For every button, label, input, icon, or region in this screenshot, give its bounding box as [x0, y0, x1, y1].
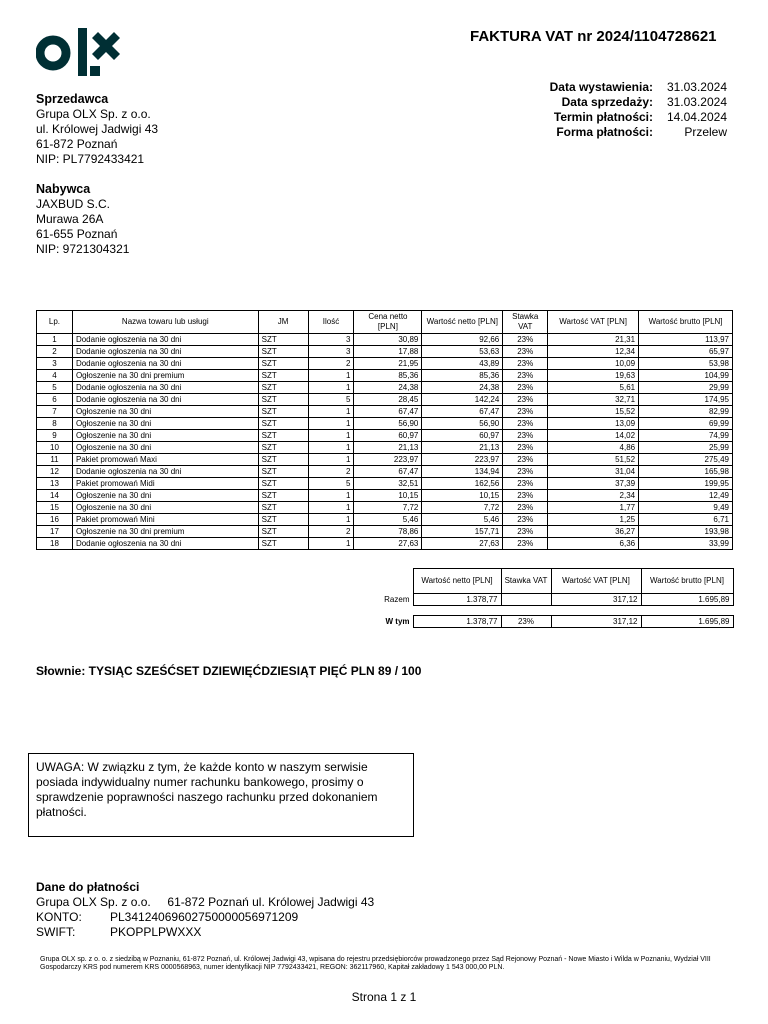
table-cell: 27,63	[422, 538, 503, 550]
table-cell: SZT	[258, 502, 308, 514]
items-header-cell: Ilość	[308, 311, 354, 334]
items-table	[36, 310, 733, 550]
table-cell: 17,88	[354, 346, 422, 358]
warning-note: UWAGA: W związku z tym, że każde konto w naszym serwisie posiada indywidualny numer rachunku bankowego, prosimy o sprawdzenie poprawności naszego rachunku przed dokonaniem płatności.	[28, 753, 414, 837]
swift-label: SWIFT:	[36, 925, 76, 939]
items-header-cell: Wartość netto [PLN]	[422, 311, 503, 334]
items-header-row	[37, 311, 733, 334]
table-cell: 2	[308, 526, 354, 538]
table-cell: Ogłoszenie na 30 dni	[72, 442, 258, 454]
buyer-name: JAXBUD S.C.	[36, 197, 111, 211]
invoice-dates	[520, 80, 727, 140]
table-row	[37, 334, 733, 346]
payment-method-label: Forma płatności:	[556, 125, 653, 139]
table-cell: 10,09	[548, 358, 639, 370]
table-cell: Dodanie ogłoszenia na 30 dni	[72, 382, 258, 394]
table-cell: 17	[37, 526, 73, 538]
table-row	[37, 454, 733, 466]
table-cell: Dodanie ogłoszenia na 30 dni	[72, 466, 258, 478]
seller-nip: NIP: PL7792433421	[36, 152, 145, 166]
seller-city: 61-872 Poznań	[36, 137, 118, 151]
wtym-rate: 23%	[501, 616, 551, 628]
buyer-street: Murawa 26A	[36, 212, 104, 226]
table-cell: 1	[308, 382, 354, 394]
buyer-block	[36, 182, 129, 257]
table-cell: 3	[308, 346, 354, 358]
table-cell: 43,89	[422, 358, 503, 370]
table-cell: Pakiet promowań Maxi	[72, 454, 258, 466]
table-row	[37, 490, 733, 502]
table-cell: 56,90	[354, 418, 422, 430]
table-cell: 30,89	[354, 334, 422, 346]
table-cell: 113,97	[639, 334, 733, 346]
table-cell: 53,63	[422, 346, 503, 358]
table-cell: 1	[308, 502, 354, 514]
table-row	[37, 502, 733, 514]
table-cell: 7,72	[354, 502, 422, 514]
table-cell: 10,15	[422, 490, 503, 502]
items-header-cell: Wartość VAT [PLN]	[548, 311, 639, 334]
table-cell: Ogłoszenie na 30 dni	[72, 406, 258, 418]
table-cell: 1	[37, 334, 73, 346]
table-cell: 23%	[503, 430, 548, 442]
table-cell: 21,95	[354, 358, 422, 370]
table-cell: 1,25	[548, 514, 639, 526]
table-cell: 21,13	[354, 442, 422, 454]
razem-gross: 1.695,89	[641, 594, 733, 606]
table-cell: 23%	[503, 346, 548, 358]
table-cell: 85,36	[422, 370, 503, 382]
summary-table	[365, 568, 734, 628]
table-row	[37, 346, 733, 358]
table-cell: SZT	[258, 370, 308, 382]
table-cell: SZT	[258, 454, 308, 466]
table-cell: 12,49	[639, 490, 733, 502]
table-cell: Dodanie ogłoszenia na 30 dni	[72, 346, 258, 358]
seller-street: ul. Królowej Jadwigi 43	[36, 122, 159, 136]
table-cell: 1	[308, 490, 354, 502]
table-cell: 53,98	[639, 358, 733, 370]
table-cell: 25,99	[639, 442, 733, 454]
table-cell: 3	[37, 358, 73, 370]
table-row	[37, 442, 733, 454]
due-date-label: Termin płatności:	[553, 110, 653, 124]
table-cell: 13,09	[548, 418, 639, 430]
table-cell: 60,97	[422, 430, 503, 442]
table-cell: 23%	[503, 490, 548, 502]
table-row	[37, 478, 733, 490]
table-cell: 69,99	[639, 418, 733, 430]
table-cell: 1	[308, 418, 354, 430]
table-cell: 67,47	[354, 466, 422, 478]
table-cell: 5	[37, 382, 73, 394]
table-cell: 14	[37, 490, 73, 502]
table-cell: 82,99	[639, 406, 733, 418]
table-cell: 9	[37, 430, 73, 442]
table-cell: 51,52	[548, 454, 639, 466]
issue-date-value: 31.03.2024	[666, 80, 727, 94]
table-cell: 23%	[503, 370, 548, 382]
summary-header-vat: Wartość VAT [PLN]	[551, 569, 641, 594]
table-row	[37, 430, 733, 442]
buyer-heading: Nabywca	[36, 182, 91, 196]
buyer-nip: NIP: 9721304321	[36, 242, 130, 256]
table-cell: 10,15	[354, 490, 422, 502]
razem-rate	[501, 594, 551, 606]
items-header-cell: Cena netto [PLN]	[354, 311, 422, 334]
table-cell: 74,99	[639, 430, 733, 442]
table-cell: Pakiet promowań Midi	[72, 478, 258, 490]
due-date-value: 14.04.2024	[666, 110, 727, 124]
table-cell: 67,47	[422, 406, 503, 418]
payment-recipient: Grupa OLX Sp. z o.o. 61-872 Poznań ul. Królowej Jadwigi 43	[36, 895, 375, 909]
items-header-cell: Nazwa towaru lub usługi	[72, 311, 258, 334]
table-cell: SZT	[258, 478, 308, 490]
items-body	[37, 334, 733, 550]
table-cell: Ogłoszenie na 30 dni premium	[72, 526, 258, 538]
table-cell: 157,71	[422, 526, 503, 538]
table-cell: 31,04	[548, 466, 639, 478]
buyer-city: 61-655 Poznań	[36, 227, 118, 241]
table-row	[37, 418, 733, 430]
table-row	[37, 394, 733, 406]
items-header-cell: Wartość brutto [PLN]	[639, 311, 733, 334]
table-cell: SZT	[258, 490, 308, 502]
table-cell: SZT	[258, 466, 308, 478]
table-cell: 5,46	[422, 514, 503, 526]
table-cell: Dodanie ogłoszenia na 30 dni	[72, 394, 258, 406]
razem-net: 1.378,77	[413, 594, 501, 606]
swift-code: PKOPPLPWXXX	[110, 925, 202, 939]
table-cell: Dodanie ogłoszenia na 30 dni	[72, 334, 258, 346]
table-cell: 6,36	[548, 538, 639, 550]
table-cell: 7,72	[422, 502, 503, 514]
table-cell: 23%	[503, 502, 548, 514]
table-cell: SZT	[258, 538, 308, 550]
sale-date-value: 31.03.2024	[666, 95, 727, 109]
table-cell: 37,39	[548, 478, 639, 490]
table-cell: 23%	[503, 394, 548, 406]
table-cell: 193,98	[639, 526, 733, 538]
table-cell: 33,99	[639, 538, 733, 550]
table-cell: 14,02	[548, 430, 639, 442]
table-cell: 85,36	[354, 370, 422, 382]
table-cell: 16	[37, 514, 73, 526]
table-cell: SZT	[258, 394, 308, 406]
wtym-label: W tym	[385, 617, 410, 626]
table-cell: 18	[37, 538, 73, 550]
table-cell: 23%	[503, 406, 548, 418]
table-cell: 1	[308, 454, 354, 466]
table-cell: Ogłoszenie na 30 dni	[72, 430, 258, 442]
table-cell: 92,66	[422, 334, 503, 346]
table-cell: 199,95	[639, 478, 733, 490]
razem-label: Razem	[384, 595, 410, 604]
table-cell: 9,49	[639, 502, 733, 514]
summary-header-net: Wartość netto [PLN]	[413, 569, 501, 594]
table-cell: 8	[37, 418, 73, 430]
table-row	[37, 526, 733, 538]
invoice-title: FAKTURA VAT nr 2024/1104728621	[470, 28, 717, 45]
table-cell: 23%	[503, 418, 548, 430]
table-cell: Ogłoszenie na 30 dni	[72, 490, 258, 502]
table-cell: Ogłoszenie na 30 dni	[72, 418, 258, 430]
table-cell: 23%	[503, 466, 548, 478]
table-cell: 1	[308, 430, 354, 442]
table-cell: 6,71	[639, 514, 733, 526]
page-number: Strona 1 z 1	[351, 990, 417, 1004]
table-row	[37, 466, 733, 478]
table-cell: 24,38	[354, 382, 422, 394]
table-cell: 60,97	[354, 430, 422, 442]
wtym-gross: 1.695,89	[641, 616, 733, 628]
table-row	[37, 358, 733, 370]
table-cell: Dodanie ogłoszenia na 30 dni	[72, 538, 258, 550]
konto-label: KONTO:	[36, 910, 82, 924]
table-cell: 142,24	[422, 394, 503, 406]
table-cell: 2,34	[548, 490, 639, 502]
table-row	[37, 514, 733, 526]
table-cell: 223,97	[422, 454, 503, 466]
items-header-cell: Lp.	[37, 311, 73, 334]
seller-heading: Sprzedawca	[36, 92, 109, 106]
table-cell: 23%	[503, 334, 548, 346]
table-cell: 2	[308, 358, 354, 370]
seller-name: Grupa OLX Sp. z o.o.	[36, 107, 151, 121]
summary-header-gross: Wartość brutto [PLN]	[641, 569, 733, 594]
table-cell: 28,45	[354, 394, 422, 406]
table-cell: 65,97	[639, 346, 733, 358]
amount-in-words: Słownie: TYSIĄC SZEŚĆSET DZIEWIĘĆDZIESIĄT PIĘĆ PLN 89 / 100	[36, 664, 422, 678]
table-cell: 1	[308, 370, 354, 382]
table-cell: 13	[37, 478, 73, 490]
sale-date-label: Data sprzedaży:	[561, 95, 653, 109]
olx-logo	[36, 28, 132, 76]
table-cell: 15,52	[548, 406, 639, 418]
table-cell: 165,98	[639, 466, 733, 478]
table-cell: 7	[37, 406, 73, 418]
account-number: PL34124069602750000056971209	[110, 910, 299, 924]
table-cell: 1,77	[548, 502, 639, 514]
table-cell: 23%	[503, 538, 548, 550]
table-cell: 1	[308, 442, 354, 454]
table-row	[37, 538, 733, 550]
table-cell: 5	[308, 478, 354, 490]
table-cell: 104,99	[639, 370, 733, 382]
table-cell: 23%	[503, 442, 548, 454]
table-cell: 21,31	[548, 334, 639, 346]
table-cell: 6	[37, 394, 73, 406]
table-cell: 2	[308, 466, 354, 478]
razem-vat: 317,12	[551, 594, 641, 606]
table-cell: 174,95	[639, 394, 733, 406]
table-cell: 2	[37, 346, 73, 358]
table-cell: SZT	[258, 358, 308, 370]
table-cell: 23%	[503, 478, 548, 490]
table-cell: 21,13	[422, 442, 503, 454]
table-cell: 4	[37, 370, 73, 382]
table-cell: SZT	[258, 442, 308, 454]
table-cell: 11	[37, 454, 73, 466]
wtym-vat: 317,12	[551, 616, 641, 628]
table-cell: SZT	[258, 334, 308, 346]
table-cell: SZT	[258, 382, 308, 394]
table-cell: 27,63	[354, 538, 422, 550]
table-cell: SZT	[258, 406, 308, 418]
table-cell: 12,34	[548, 346, 639, 358]
table-cell: 12	[37, 466, 73, 478]
table-row	[37, 370, 733, 382]
payment-details	[36, 880, 374, 940]
wtym-net: 1.378,77	[413, 616, 501, 628]
table-cell: 32,71	[548, 394, 639, 406]
table-cell: 19,63	[548, 370, 639, 382]
payment-method-value: Przelew	[684, 125, 727, 139]
table-cell: 36,27	[548, 526, 639, 538]
table-cell: SZT	[258, 418, 308, 430]
table-cell: Ogłoszenie na 30 dni	[72, 502, 258, 514]
items-header-cell: JM	[258, 311, 308, 334]
table-cell: 32,51	[354, 478, 422, 490]
table-cell: 23%	[503, 382, 548, 394]
seller-block	[36, 92, 158, 167]
issue-date-label: Data wystawienia:	[549, 80, 653, 94]
table-cell: 23%	[503, 514, 548, 526]
table-cell: 5,61	[548, 382, 639, 394]
table-cell: 1	[308, 514, 354, 526]
table-cell: 162,56	[422, 478, 503, 490]
table-cell: 5	[308, 394, 354, 406]
table-cell: 56,90	[422, 418, 503, 430]
table-row	[37, 406, 733, 418]
table-cell: 24,38	[422, 382, 503, 394]
table-cell: 23%	[503, 454, 548, 466]
summary-header-rate: Stawka VAT	[501, 569, 551, 594]
legal-footer: Grupa OLX sp. z o. o. z siedzibą w Poznaniu, 61-872 Poznań, ul. Królowej Jadwigi 43, wpisana do rejestru przedsiębiorców prowadzonego przez Sąd Rejonowy Poznań - Nowe Miasto i Wilda w Poznaniu, Wydział VIII Gospodarczy KRS pod numerem KRS 0000568963, numer identyfikacji NIP 7792433421, REGON: 362117960, Kapitał zakładowy 1 543 000,00 PLN.	[40, 956, 711, 971]
table-cell: 67,47	[354, 406, 422, 418]
olx-logo-icon	[36, 28, 132, 76]
table-cell: SZT	[258, 514, 308, 526]
table-cell: Dodanie ogłoszenia na 30 dni	[72, 358, 258, 370]
table-cell: 1	[308, 406, 354, 418]
table-cell: 134,94	[422, 466, 503, 478]
payment-heading: Dane do płatności	[36, 880, 140, 894]
table-cell: 223,97	[354, 454, 422, 466]
items-header-cell: Stawka VAT	[503, 311, 548, 334]
table-cell: 29,99	[639, 382, 733, 394]
table-cell: 3	[308, 334, 354, 346]
table-cell: 10	[37, 442, 73, 454]
table-cell: SZT	[258, 430, 308, 442]
table-row	[37, 382, 733, 394]
table-cell: SZT	[258, 526, 308, 538]
table-cell: 275,49	[639, 454, 733, 466]
table-cell: 5,46	[354, 514, 422, 526]
table-cell: Ogłoszenie na 30 dni premium	[72, 370, 258, 382]
table-cell: 23%	[503, 358, 548, 370]
table-cell: 78,86	[354, 526, 422, 538]
table-cell: SZT	[258, 346, 308, 358]
table-cell: Pakiet promowań Mini	[72, 514, 258, 526]
table-cell: 15	[37, 502, 73, 514]
table-cell: 23%	[503, 526, 548, 538]
table-cell: 4,86	[548, 442, 639, 454]
table-cell: 1	[308, 538, 354, 550]
